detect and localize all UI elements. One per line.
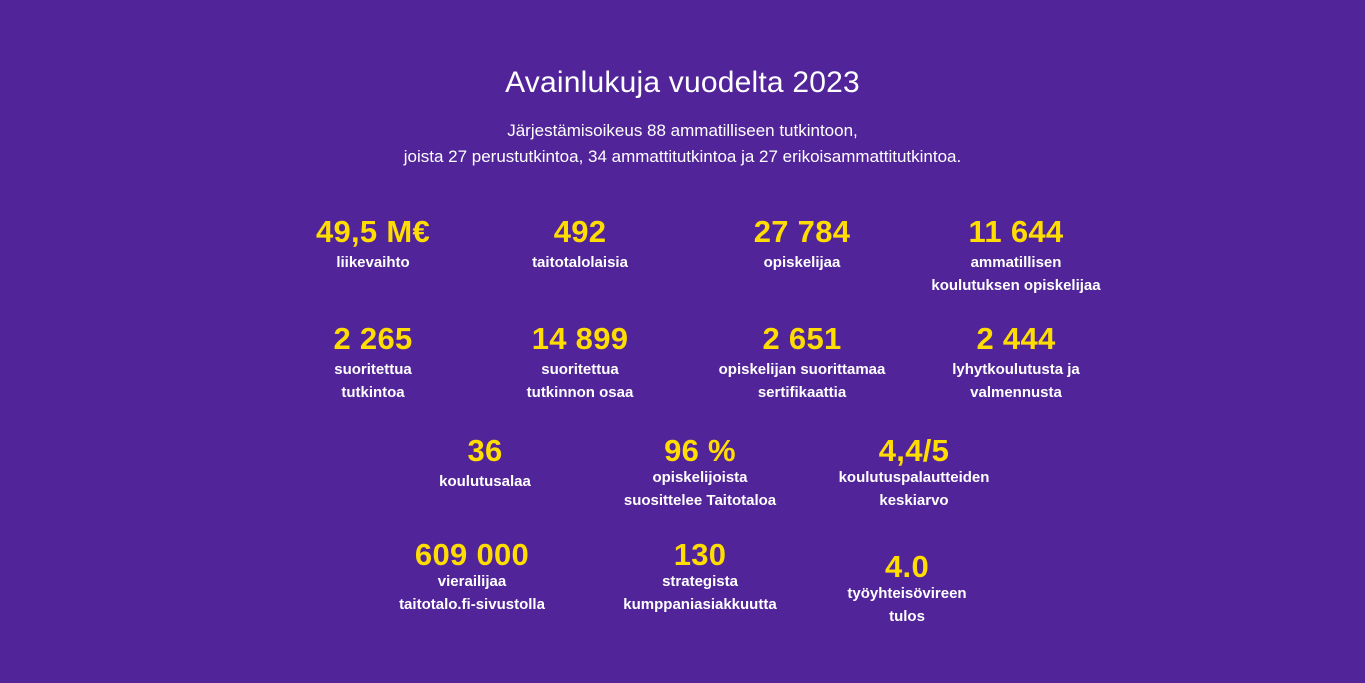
stat-value: 4,4/5 — [878, 433, 950, 468]
stat-label: valmennusta — [970, 384, 1062, 401]
stat-label: opiskelijan suorittamaa — [718, 361, 886, 378]
stat-label: taitotalolaisia — [532, 254, 628, 271]
stat-taitotalolaisia — [460, 214, 700, 274]
stat-value: 130 — [673, 537, 727, 572]
stat-value: 4.0 — [885, 549, 929, 584]
stat-label: työyhteisövireen — [847, 585, 967, 602]
stat-label: vierailijaa — [437, 573, 507, 590]
stat-tyoyhteisovire — [787, 549, 1027, 628]
stat-label: opiskelijoista — [652, 469, 748, 486]
stat-label: taitotalo.fi-sivustolla — [399, 596, 545, 613]
stat-suosittelee — [580, 433, 820, 512]
stat-koulutusalaa — [365, 433, 605, 493]
stat-ammatillisen-opiskelijaa — [896, 214, 1136, 297]
stat-kumppaniasiakkuutta — [580, 537, 820, 616]
stat-label: ammatillisen — [970, 254, 1062, 271]
stat-label: koulutusalaa — [439, 473, 531, 490]
intro-line-1: Järjestämisoikeus 88 ammatilliseen tutkintoon, — [507, 121, 858, 140]
stat-label: suosittelee Taitotaloa — [623, 492, 777, 509]
stat-lyhytkoulutusta — [896, 321, 1136, 404]
stat-value: 49,5 M€ — [315, 214, 431, 249]
stat-suoritettua-tutkintoa — [253, 321, 493, 404]
stat-label: sertifikaattia — [757, 384, 847, 401]
stat-opiskelijaa — [682, 214, 922, 274]
stat-vierailijaa — [352, 537, 592, 616]
stat-value: 96 % — [664, 433, 736, 468]
stat-label: koulutuksen opiskelijaa — [931, 277, 1101, 294]
stat-label: koulutuspalautteiden — [838, 469, 990, 486]
stat-label: suoritettua — [334, 361, 412, 378]
stat-value: 492 — [553, 214, 607, 249]
stat-value: 2 265 — [333, 321, 413, 356]
intro-line-2: joista 27 perustutkintoa, 34 ammattitutkintoa ja 27 erikoisammattitutkintoa. — [403, 147, 962, 166]
stat-value: 2 444 — [976, 321, 1056, 356]
stat-value: 609 000 — [414, 537, 530, 572]
stat-koulutuspalautteet — [794, 433, 1034, 512]
stat-label: tutkinnon osaa — [526, 384, 634, 401]
stat-label: tulos — [889, 608, 925, 625]
stat-suoritettua-tutkinnon-osaa — [460, 321, 700, 404]
stat-label: strategista — [662, 573, 738, 590]
stat-liikevaihto — [253, 214, 493, 274]
page-title: Avainlukuja vuodelta 2023 — [505, 66, 860, 99]
stat-value: 11 644 — [968, 214, 1064, 249]
stat-label: kumppaniasiakkuutta — [623, 596, 777, 613]
stat-value: 14 899 — [531, 321, 629, 356]
stat-label: suoritettua — [541, 361, 619, 378]
stat-label: opiskelijaa — [763, 254, 841, 271]
stat-label: liikevaihto — [336, 254, 410, 271]
stat-value: 27 784 — [753, 214, 851, 249]
stat-sertifikaattia — [682, 321, 922, 404]
stat-value: 2 651 — [762, 321, 842, 356]
stat-label: keskiarvo — [879, 492, 949, 509]
stat-value: 36 — [467, 433, 503, 468]
intro-text — [0, 118, 1365, 170]
stat-label: tutkintoa — [341, 384, 405, 401]
stat-label: lyhytkoulutusta ja — [952, 361, 1080, 378]
